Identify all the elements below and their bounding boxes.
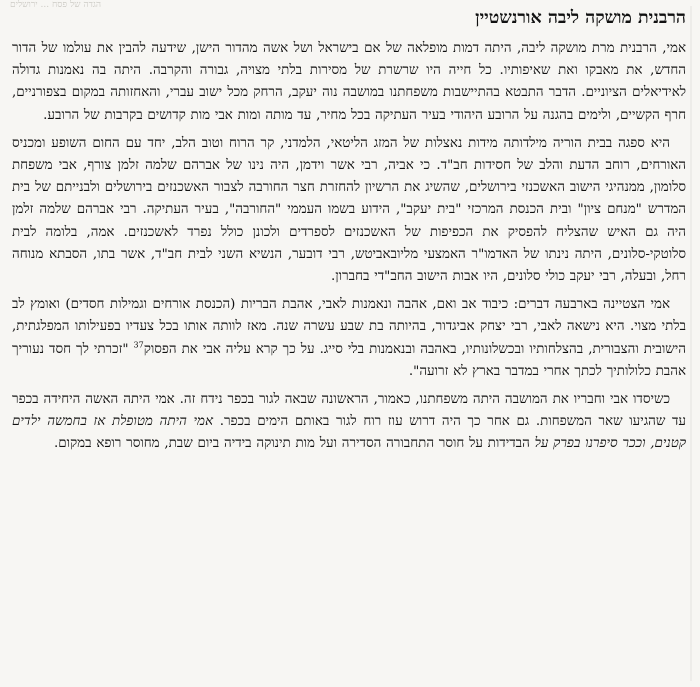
paragraph-text: הבדידות על חוסר התחבורה הסדירה ועל מות תינוקה בידיה ביום שבת, מחוסר רופא במקום. bbox=[53, 436, 535, 452]
paragraph-text: "זכרתי לך חסד נעוריך אהבת כלולותיך לכתך אחרי במדבר בארץ לא זרועה". bbox=[12, 341, 686, 379]
italic-text: אמי היתה מטופלת אז בחמשה ילדים קטנים, וככר סיפרנו בפרק על bbox=[12, 414, 686, 452]
paragraph-p3 bbox=[12, 294, 686, 383]
footnote-ref: 37 bbox=[133, 340, 144, 350]
body-text bbox=[12, 38, 686, 456]
paragraph-text: כשיסדו אבי וחבריו את המושבה היתה משפחתנו, כאמור, הראשונה שבאה לגור בכפר נידח זה. אמי היתה האשה היחידה בכפר עד שהגיעו שאר המשפחות. גם אחר כך היה דרוש עוז רוח לגור באותם הימים בכפר. bbox=[12, 392, 687, 430]
page-title: הרבנית מושקה ליבה אורנשטיין bbox=[475, 8, 686, 28]
paragraph-p1 bbox=[12, 38, 686, 127]
page-fold-shadow bbox=[690, 6, 692, 681]
paragraph-text: אמי, הרבנית מרת מושקה ליבה, היתה דמות מופלאה של אם בישראל ושל אשה מהדור הישן, שידעה להבין את עולמו של הדור החדש, את מאבקו ואת שאיפותיו. כל חייה היו שרשרת של מסירות בלתי מצויה, גבורה והקרבה. היתה בה נאמנות גדולה לאידיאלים הציוניים. הדבר התבטא בהתיישבות משפחתנו במושבה נוה יעקב, הרחק מכל ישוב עברי, והאחזותה במקום בצפורניים, חרף הקשיים, ולימים בהגנה על הרובע היהודי בעיר העתיקה בכל מחיר, עד מותה ומות אבי מות קדושים בקרבות של הרובע. bbox=[12, 41, 686, 123]
paragraph-p4 bbox=[12, 389, 686, 456]
paragraph-p2 bbox=[12, 133, 686, 288]
paragraph-text: היא ספגה בבית הוריה מילדותה מידות נאצלות של המזג הליטאי, הלמדני, קר הרוח וטוב הלב, יחד עם החום השופע ומכניס האורחים, רוחב הדעת והלב של חסידות חב"ד. כי אביה, רבי אשר וידמן, היה נינו של אברהם שלמה זלמן צורף, אבי משפחת סלומון, ממנהיגי הישוב האשכנזי בירושלים, שהשיג את הרשיון להחזרת חצר החורבה לצבור האשכנזים בירושלים ולבנייתם של בית המדרש "מנחם ציון" ובית הכנסת המרכזי "בית יעקב", הידוע בשמו העממי "החורבה", בעיר העתיקה. רבי אברהם שלמה זלמן היה גם האיש שהצליח להפסיק את הכפיפות של האשכנזים לספרדים ולכונן כולל נפרד לאשכנזים. אמה, בלומה לבית סלוטקי-סלונים, היתה נינתו של האדמו"ר האמצעי מליובאביטש, רבי דובער, הנשיא השני לבית חב"ד, אשר בתו, הסבתא מנוחה רחל, ובעלה, רבי יעקב כולי סלונים, היו אבות הישוב החב"די בחברון. bbox=[12, 135, 686, 285]
paragraph-text: אמי הצטיינה בארבעה דברים: כיבוד אב ואם, אהבה ונאמנות לאבי, אהבת הבריות (הכנסת אורחים וגמילות חסדים) ואומץ לב בלתי מצוי. היא נישאה לאבי, רבי יצחק אביגדור, בהיותה בת שבע עשרה שנה. מאז לוותה אותו בכל צעדיו בפעילותו המפלגתית, הישובית והצבורית, בהצלחותיו ובכשלונותיו, באהבה ובנאמנות בלי סייג. על כך קרא עליה אבי את הפסוק bbox=[12, 297, 686, 357]
faint-header-bleed: הגדה של פסח ... ירושלים bbox=[10, 0, 102, 10]
